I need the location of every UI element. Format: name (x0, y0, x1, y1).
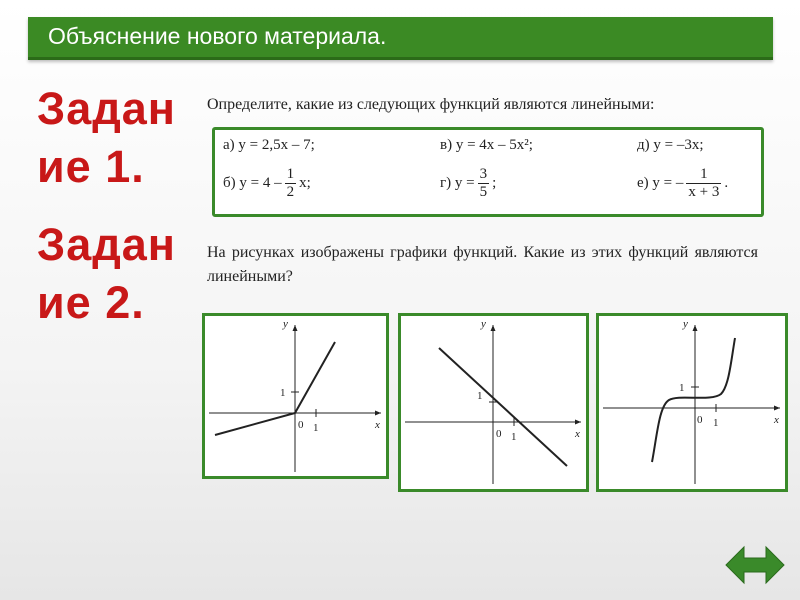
function-g-numerator: 3 (479, 166, 488, 182)
graph-3-x-arrow (774, 406, 780, 411)
function-d: д) y = –3x; (637, 137, 704, 153)
graph-1-y-label: y (283, 318, 288, 330)
function-e-fraction (686, 166, 721, 201)
graph-2-origin: 0 (496, 428, 502, 440)
graph-2-tick-x-label: 1 (511, 431, 517, 443)
function-g-prefix: г) y = (440, 174, 475, 191)
graph-1-origin: 0 (298, 419, 304, 431)
graph-2 (398, 313, 589, 492)
function-a: а) y = 2,5x – 7; (223, 137, 315, 153)
graph-3-curve (652, 338, 735, 462)
navigation-button[interactable] (724, 545, 786, 590)
function-g-fraction (478, 166, 490, 201)
task1-label-line2: ие 1. (37, 141, 145, 192)
graph-3-tick-y-label: 1 (679, 382, 685, 394)
function-b-denominator: 2 (286, 184, 295, 200)
function-b (223, 166, 311, 201)
graph-2-y-arrow (491, 325, 496, 331)
task2-label-line2: ие 2. (37, 277, 145, 328)
graph-2-tick-y-label: 1 (477, 390, 483, 402)
graph-3-tick-x-label: 1 (713, 417, 719, 429)
function-e-suffix: . (724, 174, 729, 191)
graph-2-x-arrow (575, 420, 581, 425)
graph-1-y-arrow (293, 325, 298, 331)
function-e-prefix: е) y = – (637, 174, 684, 191)
functions-box (212, 127, 764, 217)
graph-2-curve (439, 348, 567, 466)
page-title: Объяснение нового материала. (48, 23, 387, 49)
function-e-denominator: x + 3 (688, 184, 720, 200)
function-g (440, 166, 496, 201)
graph-1-svg (205, 316, 386, 476)
function-g-suffix: ; (492, 174, 497, 191)
task2-label (37, 216, 176, 332)
function-b-numerator: 1 (286, 166, 295, 182)
graph-2-x-label: x (575, 428, 580, 440)
task1-label-line1: Задан (37, 83, 176, 134)
double-arrow-icon[interactable] (724, 545, 786, 585)
graph-3 (596, 313, 788, 492)
task1-label (37, 80, 176, 196)
title-bar (28, 17, 773, 60)
function-e-numerator: 1 (686, 166, 721, 184)
graph-1-tick-y-label: 1 (280, 387, 286, 399)
graph-3-origin: 0 (697, 414, 703, 426)
graph-1 (202, 313, 389, 479)
function-b-prefix: б) y = 4 – (223, 174, 282, 191)
graph-2-svg (401, 316, 586, 489)
graph-3-y-arrow (693, 325, 698, 331)
function-v: в) y = 4x – 5x²; (440, 137, 533, 153)
function-b-suffix: x; (299, 174, 311, 191)
task2-question: На рисунках изображены графики функций. Какие из этих функций являются линейными? (207, 244, 758, 285)
graph-1-tick-x-label: 1 (313, 422, 319, 434)
task2-label-line1: Задан (37, 219, 176, 270)
function-b-fraction (285, 166, 297, 201)
function-e (637, 166, 728, 201)
graph-1-x-label: x (375, 419, 380, 431)
graph-3-x-label: x (774, 414, 779, 426)
graph-3-svg (599, 316, 785, 489)
graph-2-y-label: y (481, 318, 486, 330)
function-g-denominator: 5 (479, 184, 488, 200)
task1-question: Определите, какие из следующих функций являются линейными: (207, 96, 655, 113)
graph-3-y-label: y (683, 318, 688, 330)
graph-1-x-arrow (375, 411, 381, 416)
